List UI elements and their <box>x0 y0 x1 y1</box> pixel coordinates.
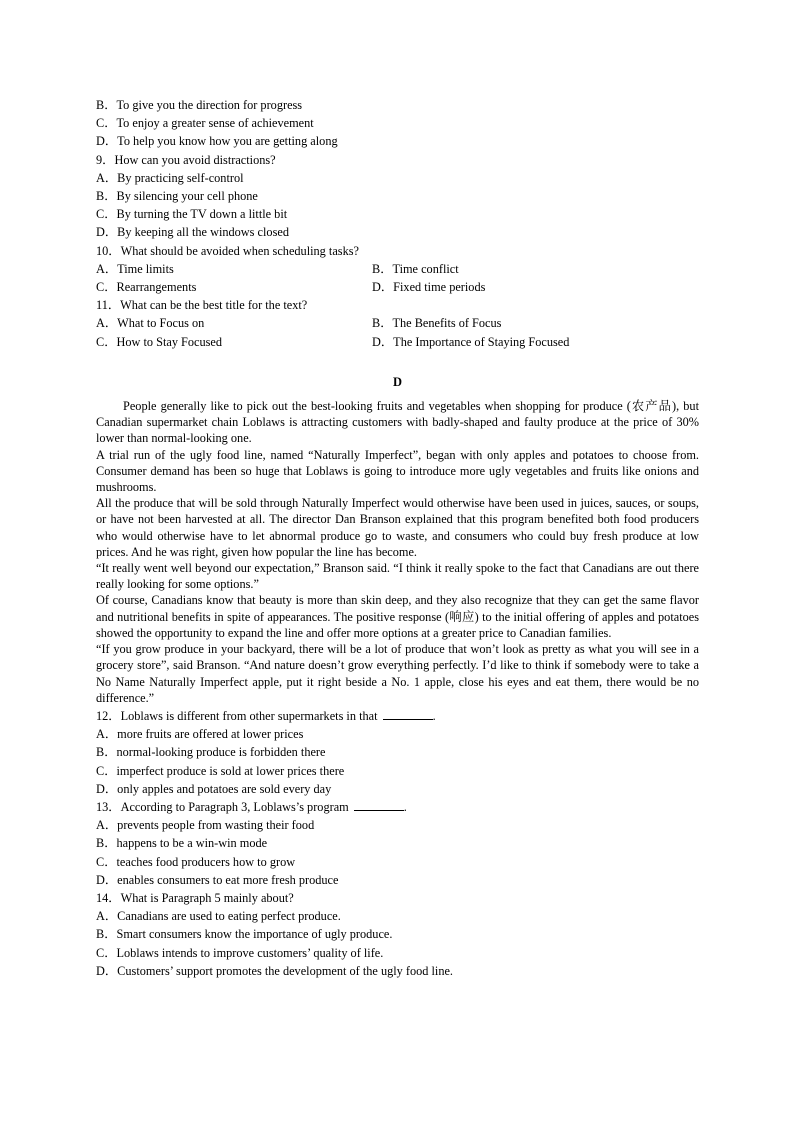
q13-option-a: A．prevents people from wasting their food <box>96 818 315 833</box>
q10-option-c: C．Rearrangements <box>96 280 197 295</box>
q13-question-line <box>96 798 699 816</box>
q11-options-row-1 <box>96 314 699 332</box>
q13-option-b: B．happens to be a win-win mode <box>96 836 268 851</box>
q10-option-b: B．Time conflict <box>372 261 459 276</box>
q8-option-b: B．To give you the direction for progress <box>96 98 303 112</box>
passage-paragraph-5: Of course, Canadians know that beauty is more than skin deep, and they also recognize that they can get the same flavor and nutritional benefits in spite of appearances. The positive response (响应) to the initial offering of apples and potatoes showed the opportunity to expand the line and offer more options at a greater price to Canadian families. <box>96 593 699 640</box>
passage-paragraph-2: A trial run of the ugly food line, named “Naturally Imperfect”, began with only apples and potatoes to choose from. Consumer demand has been so huge that Loblaws is going to introduce more ugly vegetables and fruits like onions and mushrooms. <box>96 447 699 495</box>
passage-paragraph-4: “It really went well beyond our expectation,” Branson said. “I think it really spoke to the fact that Canadians are out there really looking for some options.” <box>96 561 699 592</box>
q14-option-d: D．Customers’ support promotes the development of the ugly food line. <box>96 963 454 978</box>
q10-question: 10．What should be avoided when scheduling tasks? <box>96 243 359 258</box>
q14-question: 14．What is Paragraph 5 mainly about? <box>96 890 294 905</box>
answer-blank <box>383 708 433 720</box>
q9-option-d: D．By keeping all the windows closed <box>96 225 289 240</box>
q12-question-line <box>96 707 699 725</box>
q12-option-a: A．more fruits are offered at lower prices <box>96 727 304 742</box>
q11-option-d: D．The Importance of Staying Focused <box>372 334 570 349</box>
q9-option-b: B．By silencing your cell phone <box>96 189 258 204</box>
q12-question: 12．Loblaws is different from other supermarkets in that <box>96 708 378 723</box>
q11-options-row-2 <box>96 333 699 351</box>
q11-option-a: A．What to Focus on <box>96 316 205 331</box>
answer-blank <box>354 799 404 811</box>
q12-option-c: C．imperfect produce is sold at lower prices there <box>96 763 345 778</box>
passage-paragraph-1: People generally like to pick out the best-looking fruits and vegetables when shopping for produce (农产品), but Canadian supermarket chain Loblaws is attracting customers with badly-shaped and faulty produce at the price of 30% lower than normal-looking one. <box>96 399 699 446</box>
q14-option-a: A．Canadians are used to eating perfect produce. <box>96 909 341 924</box>
q11-option-c: C．How to Stay Focused <box>96 334 223 349</box>
q12-question-end: . <box>432 708 436 723</box>
q10-option-d: D．Fixed time periods <box>372 280 486 295</box>
q12-option-b: B．normal-looking produce is forbidden there <box>96 745 326 760</box>
q10-options-row-2 <box>96 278 699 296</box>
section-heading: D <box>392 374 403 389</box>
passage-paragraph-6: “If you grow produce in your backyard, there will be a lot of produce that won’t look as pretty as what you will see in a grocery store”, said Branson. “And nature doesn’t grow everything perfectly. I’d like to think if somebody were to take a No Name Naturally Imperfect apple, put it right beside a No. 1 apple, close his eyes and eat them, there would be no difference.” <box>96 642 699 705</box>
q13-question-end: . <box>403 799 407 814</box>
q13-question: 13．According to Paragraph 3, Loblaws’s program <box>96 799 349 814</box>
q8-option-c: C．To enjoy a greater sense of achievement <box>96 116 314 131</box>
q12-option-d: D．only apples and potatoes are sold every day <box>96 781 332 796</box>
q11-question: 11．What can be the best title for the text? <box>96 298 308 313</box>
q8-option-d: D．To help you know how you are getting along <box>96 134 338 149</box>
passage-paragraph-3: All the produce that will be sold through Naturally Imperfect would otherwise have been used in juices, sauces, or soups, or have not been harvested at all. The director Dan Branson explained that this program benefited both food producers who would otherwise have to let abnormal produce go to waste, and consumers who could buy fresh produce at low prices. And he was right, given how popular the line has become. <box>96 496 699 559</box>
q10-options-row-1 <box>96 260 699 278</box>
q10-option-a: A．Time limits <box>96 261 174 276</box>
document-page <box>96 96 699 980</box>
q14-option-b: B．Smart consumers know the importance of ugly produce. <box>96 927 393 942</box>
q13-option-c: C．teaches food producers how to grow <box>96 854 296 869</box>
q14-option-c: C．Loblaws intends to improve customers’ quality of life. <box>96 945 384 960</box>
q11-option-b: B．The Benefits of Focus <box>372 316 502 331</box>
q9-option-c: C．By turning the TV down a little bit <box>96 207 288 222</box>
q13-option-d: D．enables consumers to eat more fresh produce <box>96 872 339 887</box>
q9-option-a: A．By practicing self-control <box>96 170 244 185</box>
q9-question: 9．How can you avoid distractions? <box>96 152 276 167</box>
